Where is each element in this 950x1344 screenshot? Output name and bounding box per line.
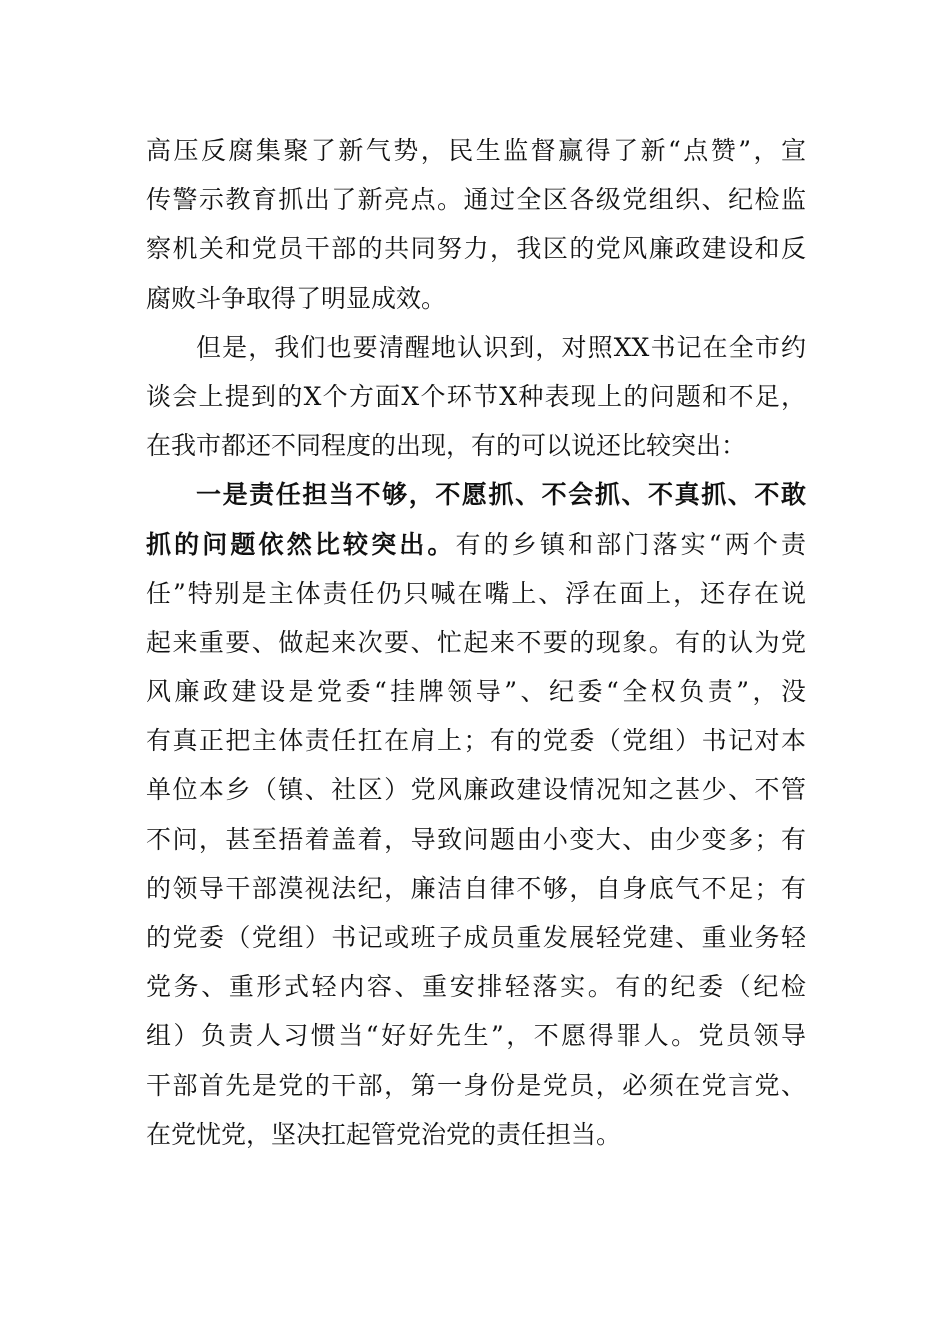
- paragraph-3-line-10: 的党委（党组）书记或班子成员重发展轻党建、重业务轻: [146, 923, 806, 952]
- paragraph-1-line-3: 察机关和党员干部的共同努力，我区的党风廉政建设和反: [146, 234, 806, 264]
- paragraph-3-line-13: 干部首先是党的干部，第一身份是党员，必须在党言党、: [146, 1070, 806, 1100]
- paragraph-3-heading-line-1: 一是责任担当不够，不愿抓、不会抓、不真抓、不敢: [196, 480, 806, 510]
- paragraph-3-heading-rest: 有的乡镇和部门落实“两个责: [455, 529, 806, 559]
- document-body: [146, 126, 806, 1159]
- paragraph-2-line-2: 谈会上提到的X个方面X个环节X种表现上的问题和不足，: [146, 381, 806, 411]
- paragraph-3-line-8: 不问，甚至捂着盖着，导致问题由小变大、由少变多；有: [146, 824, 806, 854]
- paragraph-2: [146, 323, 806, 471]
- paragraph-3-line-12: 组）负责人习惯当“好好先生”，不愿得罪人。党员领导: [146, 1021, 806, 1051]
- paragraph-3-line-14: 在党忧党，坚决扛起管党治党的责任担当。: [146, 1119, 622, 1149]
- paragraph-1-line-2: 传警示教育抓出了新亮点。通过全区各级党组织、纪检监: [146, 185, 806, 215]
- paragraph-2-line-3: 在我市都还不同程度的出现，有的可以说还比较突出：: [146, 431, 747, 461]
- paragraph-3-line-7: 单位本乡（镇、社区）党风廉政建设情况知之甚少、不管: [146, 775, 806, 805]
- paragraph-3-line-4: 起来重要、做起来次要、忙起来不要的现象。有的认为党: [146, 627, 806, 657]
- paragraph-3-line-5: 风廉政建设是党委“挂牌领导”、纪委“全权负责”，没: [146, 677, 806, 707]
- paragraph-3: [146, 470, 806, 1159]
- paragraph-3-line-2: [146, 520, 806, 569]
- paragraph-3-line-11: 党务、重形式轻内容、重安排轻落实。有的纪委（纪检: [146, 972, 806, 1002]
- paragraph-1: [146, 126, 806, 323]
- paragraph-3-line-9: 的领导干部漠视法纪，廉洁自律不够，自身底气不足；有: [146, 873, 806, 903]
- paragraph-3-line-6: 有真正把主体责任扛在肩上；有的党委（党组）书记对本: [146, 726, 806, 756]
- paragraph-1-line-4: 腐败斗争取得了明显成效。: [146, 283, 447, 313]
- paragraph-1-line-1: 高压反腐集聚了新气势，民生监督赢得了新“点赞”，宣: [146, 136, 806, 165]
- paragraph-2-line-1: 但是，我们也要清醒地认识到，对照XX书记在全市约: [196, 332, 806, 362]
- paragraph-3-line-3: 任”特别是主体责任仍只喊在嘴上、浮在面上，还存在说: [146, 578, 806, 608]
- paragraph-3-heading-bold: 抓的问题依然比较突出。: [146, 529, 456, 559]
